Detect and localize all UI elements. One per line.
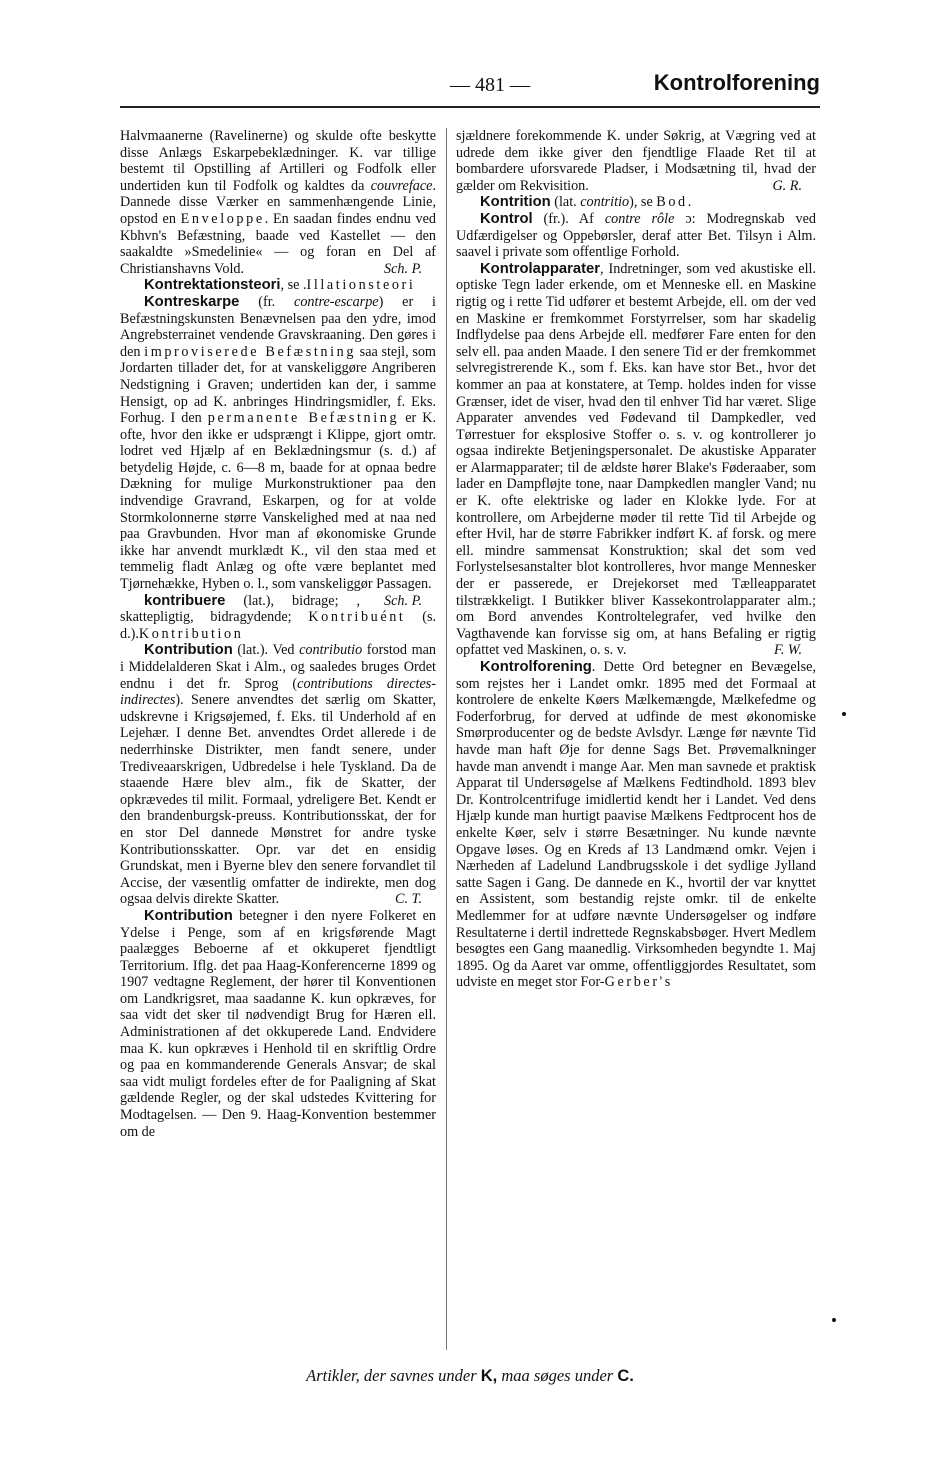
entry-headword: Kontrolforening — [480, 659, 592, 675]
footer-letter-c: C. — [617, 1367, 634, 1385]
entry-text: . Dannede disse Værker en sammenhængende Linie, opstod en — [120, 177, 436, 227]
entry-text: , se — [280, 277, 303, 294]
footer-text-2: maa søges under — [497, 1366, 618, 1385]
column-divider — [446, 128, 447, 1350]
entry-text: . — [302, 277, 307, 294]
article-entry — [456, 211, 816, 261]
entry-text: Bod — [656, 194, 688, 211]
entry-text: . Dette Ord betegner en Bevægelse, som rejstes her i Landet omkr. 1895 med det Formaal at kontrolere de enkelte Køers Mælkemængde, Mælkefedme og Foderforbrug, for derved at udfinde de mest økonomiske Smørproducenter og de bedste Avlsdyr. Længe før nævnte Tid havde man haft Øje for denne Sags Bet. Prøvemalkninger havde man anvendt i mange Aar. Men man savnede et praktisk Apparat til Undersøgelse af Mælkens Fedtindhold. 1893 blev Dr. — [456, 659, 816, 808]
article-entry — [120, 642, 436, 908]
article-entry — [456, 659, 816, 991]
print-speck — [832, 1318, 836, 1322]
entry-text: Gerber's — [604, 974, 673, 991]
entry-text: er K. ofte, hvor den ikke er udsprængt i Klippe, gjort omtr. lodret ved Hjælp af en Beklædningsmur (s. d.) af betydelig Højde, c. 6—8 m, baade for at opnaa bedre Dækning for mulige Murkonstruktioner paa den indvendige Gravrand, Eskarpen, og for at volde Stormkolonnerne større Vanskelighed med at naa ned paa Gravbunden. Hvor man af økonomiske Grunde ikke har anvendt murklædt K., vil den staa med et temmelig fladt Anlæg og ofte være beplantet med Tjørnehække, Hyben o. l., som vanskeliggør Passagen. — [120, 410, 437, 593]
header-rule — [120, 106, 820, 108]
entry-text: contributions directes-indirectes — [120, 675, 437, 709]
entry-text: (lat. — [550, 194, 581, 211]
entry-text: sjældnere forekommende K. under Søkrig, at Vægring ved at udrede dem ikke giver den fjendtlige Flaade Ret til at bombardere uforsvarede Pladser, i Modsætning til, hvad der gælder om Rekvisition. — [456, 128, 816, 194]
entry-headword: Kontribution — [144, 642, 233, 659]
author-signature: G. R. — [772, 177, 802, 194]
entry-text: Illationsteori — [306, 277, 416, 294]
entry-text: ). Senere anvendtes det særlig om Skatter, udskrevne i Krigsøjemed, f. Eks. til Underhold af en Lejehær. I denne Bet. anvendtes Ordet allerede i de nederrhinske Distrikter, men fandt senere, under Trediveaarskrigen, Udbredelse i hele Tyskland. Da de staaende Hære blev alm., fik de Skatter, der opkrævedes til milit. Formaal, ydreligere Bet. Kendt er den brandenburgsk-preuss. Kontributionsskat, der for en stor Del dannede Mønstret for andre tyske Kontributionsskatter. Opr. var det en ensidig Grundskat, men i Byerne blev den senere forvandlet til Accise, der væsentlig omfatter de indirekte, men dog ogsaa delvis direkte Skatter. — [120, 692, 436, 908]
entry-headword: Kontribution — [144, 907, 233, 924]
author-signature: C. T. — [395, 891, 422, 908]
page-footer — [120, 1366, 820, 1386]
entry-text: Kontribuént — [308, 609, 406, 626]
entry-text: (lat.), bidrage; — [225, 592, 357, 609]
entry-text: saa stejl, som Jordarten tillader det, for at vanskeliggøre Angriberen Nedstigning i Graven; undertiden kan der, i samme Hensigt, op ad K. anbringes Hindringsmidler, f. Eks. Forhug. I den — [120, 343, 436, 427]
entry-headword: Kontrol — [480, 210, 533, 227]
right-column — [456, 128, 816, 991]
entry-text: (fr.). Af — [532, 210, 605, 227]
entry-text: ) er i Befæstningskunsten Benævnelsen paa den ydre, imod Angrebsterrainet vendende Gravskraaning. Den gøres i den — [120, 293, 436, 360]
entry-text: improviserede Befæstning — [144, 343, 357, 360]
entry-text: ), se — [629, 194, 657, 211]
entry-headword: Kontreskarpe — [144, 293, 240, 310]
entry-text: couvreface — [370, 177, 433, 194]
footer-text-1: Artikler, der savnes under — [306, 1366, 481, 1385]
entry-text: contre rôle — [604, 210, 675, 227]
entry-text: . En saadan findes endnu ved Kbhvn's Befæstning, baade ved Kastellet — den saakaldte »Smedelinie« — og foran en Del af Christianshavns Vold. — [120, 210, 436, 277]
article-entry — [456, 194, 816, 211]
page-header — [120, 70, 820, 104]
author-signature: Sch. P. — [384, 592, 422, 609]
entry-text: . — [687, 194, 692, 211]
entry-text: contre-escarpe — [294, 293, 379, 310]
entry-text: contributio — [299, 642, 363, 659]
entry-text: ɔ: Modregnskab ved Udfærdigelser og Oppebørsler, deraf atter Bet. Tilsyn i Alm. saavel i private som offentlige Forhold. — [456, 210, 816, 261]
entry-headword: Kontrolapparater — [480, 260, 601, 277]
footer-letter-k: K, — [480, 1367, 498, 1385]
entry-text: permanente Befæstning — [207, 410, 400, 427]
entry-headword: Kontrektationsteori — [144, 277, 281, 294]
page-number: — 481 — — [450, 74, 530, 96]
running-head: Kontrolforening — [653, 70, 820, 95]
entry-text: (s. d.). — [120, 609, 437, 642]
entry-text: , Indretninger, som ved akustiske ell. optiske Tegn lader erkende, om et Menneske ell. en Maskine rigtig og i rette Tid udfører et bestemt Arbejde, ell. om der ved en Maskine er fremkommet Forstyrrelser, som har skadelig Indflydelse paa dens Arbejde ell. medfører Fare enten for den selv ell. paa anden Maade. I den senere Tid er der fremkommet selvregistrerende K., som f. Eks. kan have stor Bet., hvor det kommer an paa at konstatere, at Temp. holdes inden for visse Grænser, idet de viser, hvad den til enhver Tid har været. Slige Apparater anvendes ved Fødevand til Dampkedler, ved Tørrestuer for eksplosive Stoffer o. s. v. og kontrollerer jo ogsaa indirekte Betjeningspersonalet. De akustiske Apparater er Alarmapparater; til de ældste hører Blake's Føderaaber, som lader en Dampfløjte tone, naar Dampkedlen mangler Vand; nu er K. ofte elektriske og lader en Klokke lyde. For at kontrollere, om Arbejderne møder til rette Tid til Arbejde og efter Hvil, har de større Fabrikker indført K. af forsk. og mere ell. mindre sammensat Konstruktion; skal det som ved Forlystelsesanstalter blot kontrolleres, hvor mange Mennesker der er passerede, er Drejekorset med Tælleapparatet tilstrækkeligt. I Butikker bliver Kassekontrolapparater alm.; om Bord anvendes Kontroltelegrafer, ved hvilke den Vagthavende kan forvisse sig om, at hans Befaling er rigtig opfattet ved Maskinen, o. s. v. — [456, 260, 816, 659]
entry-text: contritio — [580, 194, 630, 211]
author-signature: F. W. — [774, 642, 802, 659]
entry-text: Halvmaanerne (Ravelinerne) og skulde ofte beskytte disse Anlægs Eskarpebeklædninger. K. var tillige bestemt til Opstilling af Artilleri og Fodfolk eller undertiden kun til Fodfolk og kaldtes da — [120, 128, 436, 194]
print-speck — [842, 712, 846, 716]
article-entry — [456, 128, 816, 194]
article-entry — [120, 908, 436, 1140]
entry-headword: Kontrition — [480, 194, 551, 211]
entry-text: Kontrolcentrifuge imidlertid kendt her i Landet. Ved dens Hjælp kunde man hurtigt paavise Mælkens Fedtprocent hos de enkelte Køer, selv i større Besætninger. Nu kunde nævnte Opgave løses. Og en Kreds af 13 Landmænd omkr. Vejen i Nærheden af Ladelund Landbrugsskole i det sydlige Jylland satte Sagen i Gang. De dannede en K., hvortil der var knyttet en Assistent, som bestandig rejste omkr. til de enkelte Medlemmer for at udføre nævnte Undersøgelser og indføre Resultaterne i dertil indrettede Regnskabsbøger. Hvert Medlem besøgtes een Gang maanedlig. Virksomheden begyndte 1. Maj 1895. Og da Aaret var omme, offentliggjordes Resultatet, som udviste en meget stor For- — [456, 791, 817, 991]
article-entry — [120, 277, 436, 294]
entry-headword: kontribuere — [144, 592, 226, 609]
entry-text: Enveloppe — [180, 210, 265, 227]
entry-text: , skattepligtig, bidragydende; — [120, 592, 361, 626]
entry-text: (lat.). Ved — [232, 642, 300, 659]
entry-text: forstod man i Middelalderen Skat i Alm., og saaledes bruges Ordet endnu i det fr. Sprog ( — [120, 642, 436, 692]
article-entry — [456, 261, 816, 659]
left-column — [120, 128, 436, 1140]
author-signature: Sch. P. — [384, 260, 422, 277]
entry-text: (fr. — [239, 293, 295, 310]
entry-text: betegner i den nyere Folkeret en Ydelse i Penge, som af en krigsførende Magt paalægges Beboerne af et okkuperet fjendtligt Territorium. Iflg. det paa Haag-Konferencerne 1899 og 1907 vedtagne Reglement, der hører til Konventionen om Landkrigsret, maa saadanne K. kun opkræves, for saa vidt det sker til nødvendigt Brug for Hæren ell. Administrationen af det okkuperede Land. Endvidere maa K. kun opkræves i Henhold til en skriftlig Ordre og paa en kommanderende Generals Ansvar; de skal saa vidt muligt fordeles efter de for Paaligning af Skat gældende Regler, og der skal udstedes Kvittering for Modtagelsen. — Den 9. Haag-Konvention bestemmer om de — [120, 907, 436, 1140]
entry-text: Kontribution — [138, 625, 244, 642]
article-entry — [120, 128, 436, 277]
